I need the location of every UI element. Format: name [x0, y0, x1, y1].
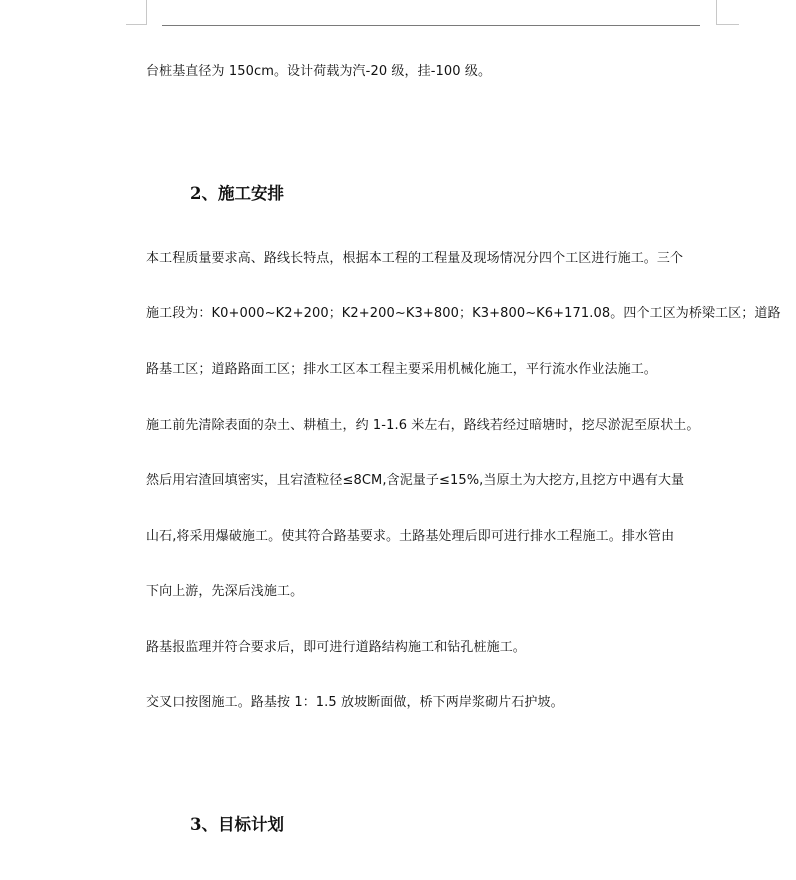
- section-3-heading: 3、目标计划: [190, 815, 284, 834]
- paragraph-line: 路基报监理并符合要求后，即可进行道路结构施工和钻孔桩施工。: [146, 640, 526, 655]
- paragraph-line: 下向上游，先深后浅施工。: [146, 584, 304, 599]
- paragraph-line: 路基工区；道路路面工区；排水工区本工程主要采用机械化施工，平行流水作业法施工。: [146, 362, 657, 377]
- section-2-heading: 2、施工安排: [190, 184, 284, 203]
- paragraph-line: 交叉口按图施工。路基按 1：1.5 放坡断面做，桥下两岸浆砌片石护坡。: [146, 695, 564, 710]
- paragraph-line: 山石,将采用爆破施工。使其符合路基要求。土路基处理后即可进行排水工程施工。排水管由: [146, 529, 675, 544]
- paragraph-line: 施工段为：K0+000~K2+200；K2+200~K3+800；K3+800~K6+171.08。四个工区为桥梁工区；道路: [146, 306, 781, 321]
- paragraph-line: 然后用宕渣回填密实，且宕渣粒径≤8CM,含泥量子≤15%,当原土为大挖方,且挖方中遇有大量: [146, 473, 685, 488]
- intro-line: 台桩基直径为 150cm。设计荷载为汽-20 级，挂-100 级。: [146, 64, 492, 79]
- paragraph-line: 施工前先清除表面的杂土、耕植土，约 1-1.6 米左右，路线若经过暗塘时，挖尽淤泥至原状土。: [146, 418, 700, 433]
- paragraph-line: 本工程质量要求高、路线长特点，根据本工程的工程量及现场情况分四个工区进行施工。三个: [146, 251, 684, 266]
- header-rule: [162, 25, 700, 26]
- page-corner-mark-right: [716, 0, 739, 25]
- page-corner-mark-left: [126, 0, 147, 25]
